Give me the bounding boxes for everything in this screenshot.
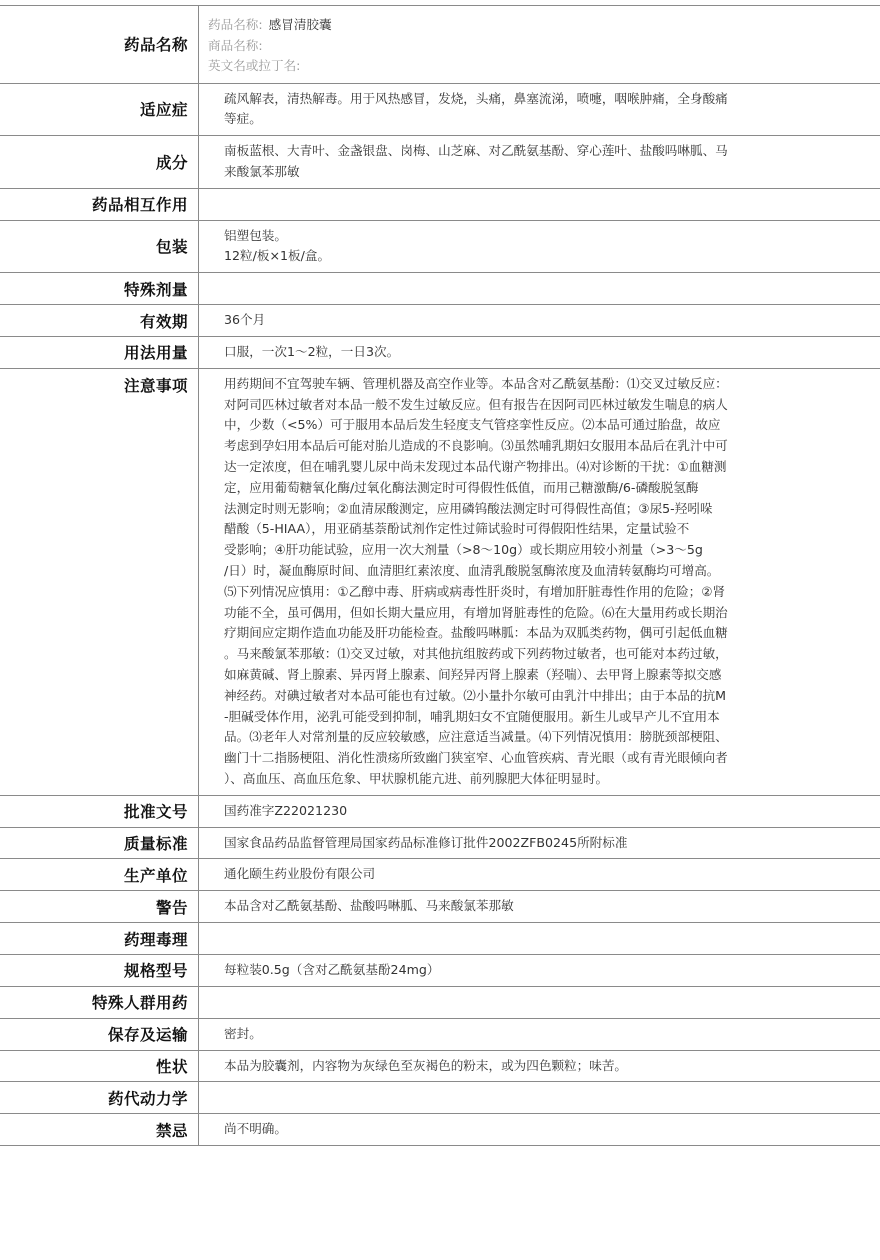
table-row [0, 83, 880, 136]
value-line: 每粒装0.5g（含对乙酰氨基酚24mg） [224, 962, 440, 977]
name-value: 感冒清胶囊 [268, 17, 332, 32]
table-row [0, 6, 880, 84]
field-label: 药品相互作用 [0, 188, 199, 220]
field-label: 药理毒理 [0, 923, 199, 955]
value-line: /日）时，凝血酶原时间、血清胆红素浓度、血清乳酸脱氢酶浓度及血清转氨酶均可增高。 [224, 563, 720, 579]
value-line: 幽门十二指肠梗阻、消化性溃疡所致幽门狭室窄、心血管疾病、青光眼（或有青光眼倾向者 [224, 750, 728, 766]
value-line: 醋酸（5-HIAA），用亚硝基萘酚试剂作定性过筛试验时可得假阳性结果，定量试验不 [224, 521, 690, 537]
field-label: 禁忌 [0, 1114, 199, 1146]
value-line: 考虑到孕妇用本品后可能对胎儿造成的不良影响。⑶虽然哺乳期妇女服用本品后在乳汁中可 [224, 438, 728, 454]
field-value [199, 955, 880, 987]
field-value [199, 1082, 880, 1114]
table-row [0, 368, 880, 795]
field-label: 包装 [0, 220, 199, 273]
table-row [0, 136, 880, 189]
field-value [199, 1050, 880, 1082]
value-line: 如麻黄碱、肾上腺素、异丙肾上腺素、间羟异丙肾上腺素（羟喘）、去甲肾上腺素等拟交感 [224, 667, 722, 683]
field-label: 特殊人群用药 [0, 986, 199, 1018]
field-value [199, 827, 880, 859]
value-line: ）、高血压、高血压危象、甲状腺机能亢进、前列腺肥大体征明显时。 [224, 771, 609, 787]
value-line: 本品为胶囊剂，内容物为灰绿色至灰褐色的粉末，或为四色颗粒；味苦。 [224, 1057, 627, 1073]
field-label: 注意事项 [0, 368, 199, 795]
value-line: 密封。 [224, 1025, 262, 1041]
field-value [199, 220, 880, 273]
value-line: 国家食品药品监督管理局国家药品标准修订批件2002ZFB0245所附标准 [224, 834, 628, 850]
table-row [0, 827, 880, 859]
field-label: 警告 [0, 891, 199, 923]
field-label: 有效期 [0, 305, 199, 337]
value-line: 受影响；④肝功能试验，应用一次大剂量（>8～10g）或长期应用较小剂量（>3～5g [224, 542, 703, 558]
field-value [199, 1114, 880, 1146]
value-line: 尚不明确。 [224, 1121, 287, 1137]
table-row [0, 220, 880, 273]
value-line: 来酸氯苯那敏 [224, 163, 300, 179]
field-label: 特殊剂量 [0, 273, 199, 305]
field-label: 批准文号 [0, 795, 199, 827]
field-label: 保存及运输 [0, 1018, 199, 1050]
value-line: 疗期间应定期作造血功能及肝功能检查。盐酸吗啉胍：本品为双胍类药物，偶可引起低血糖 [224, 625, 728, 641]
field-label: 生产单位 [0, 859, 199, 891]
value-line: 。马来酸氯苯那敏：⑴交叉过敏，对其他抗组胺药或下列药物过敏者，也可能对本药过敏， [224, 646, 728, 662]
table-row [0, 986, 880, 1018]
field-value [199, 1018, 880, 1050]
value-line: 对阿司匹林过敏者对本品一般不发生过敏反应。但有报告在因阿司匹林过敏发生喘息的病人 [224, 396, 728, 412]
table-row [0, 923, 880, 955]
field-value [199, 986, 880, 1018]
field-label: 质量标准 [0, 827, 199, 859]
field-value [199, 6, 880, 84]
drug-info-table [0, 5, 880, 1146]
value-line: 本品含对乙酰氨基酚、盐酸吗啉胍、马来酸氯苯那敏 [224, 898, 514, 914]
table-row [0, 795, 880, 827]
field-label: 性状 [0, 1050, 199, 1082]
value-line: ⑸下列情况应慎用：①乙醇中毒、肝病或病毒性肝炎时，有增加肝脏毒性作用的危险；②肾 [224, 583, 726, 599]
field-value [199, 337, 880, 369]
field-label: 药品名称 [0, 6, 199, 84]
name-line [199, 36, 860, 57]
table-row [0, 188, 880, 220]
table-row [0, 337, 880, 369]
value-line: 口服，一次1～2粒，一日3次。 [224, 344, 400, 360]
table-row [0, 859, 880, 891]
field-value [199, 136, 880, 189]
field-value [199, 795, 880, 827]
field-label: 成分 [0, 136, 199, 189]
field-value [199, 83, 880, 136]
value-line: 用药期间不宜驾驶车辆、管理机器及高空作业等。本品含对乙酰氨基酚：⑴交叉过敏反应： [224, 375, 728, 391]
name-line [199, 15, 860, 36]
field-label: 药代动力学 [0, 1082, 199, 1114]
value-line: -胆碱受体作用，泌乳可能受到抑制，哺乳期妇女不宜随便服用。新生儿或早产儿不宜用本 [224, 708, 720, 724]
name-key: 药品名称: [208, 17, 263, 32]
value-line: 定，应用葡萄糖氧化酶/过氧化酶法测定时可得假性低值，而用己糖激酶/6-磷酸脱氢酶 [224, 479, 699, 495]
table-row [0, 273, 880, 305]
field-value [199, 305, 880, 337]
value-line: 12粒/板×1板/盒。 [224, 248, 331, 264]
field-value [199, 273, 880, 305]
value-line: 铝塑包装。 [224, 227, 287, 243]
field-value [199, 891, 880, 923]
field-value [199, 368, 880, 795]
value-line: 36个月 [224, 312, 266, 328]
field-value [199, 859, 880, 891]
value-line: 品。⑶老年人对常剂量的反应较敏感，应注意适当减量。⑷下列情况慎用：膀胱颈部梗阻、 [224, 729, 728, 745]
value-line: 疏风解表，清热解毒。用于风热感冒，发烧，头痛，鼻塞流涕，喷嚏，咽喉肿痛，全身酸痛 [224, 90, 728, 106]
table-row [0, 1114, 880, 1146]
table-row [0, 305, 880, 337]
field-label: 适应症 [0, 83, 199, 136]
value-line: 等症。 [224, 111, 262, 127]
table-row [0, 891, 880, 923]
table-row [0, 1082, 880, 1114]
field-label: 用法用量 [0, 337, 199, 369]
field-label: 规格型号 [0, 955, 199, 987]
table-row [0, 955, 880, 987]
table-row [0, 1018, 880, 1050]
value-line: 法测定时则无影响；②血清尿酸测定，应用磷钨酸法测定时可得假性高值；③尿5-羟吲哚 [224, 500, 713, 516]
field-value [199, 923, 880, 955]
table-row [0, 1050, 880, 1082]
name-line [199, 56, 860, 77]
name-key: 商品名称: [208, 37, 263, 53]
value-line: 中，少数（<5%）可于服用本品后发生轻度支气管痉挛性反应。⑵本品可通过胎盘，故应 [224, 417, 721, 433]
name-key: 英文名或拉丁名: [208, 58, 301, 73]
value-line: 通化颐生药业股份有限公司 [224, 866, 376, 882]
value-line: 南板蓝根、大青叶、金盏银盘、岗梅、山芝麻、对乙酰氨基酚、穿心莲叶、盐酸吗啉胍、马 [224, 143, 728, 159]
value-line: 神经药。对碘过敏者对本品可能也有过敏。⑵小量扑尔敏可由乳汁中排出；由于本品的抗M [224, 687, 727, 703]
value-line: 功能不全，虽可偶用，但如长期大量应用，有增加肾脏毒性的危险。⑹在大量用药或长期治 [224, 604, 728, 620]
field-value [199, 188, 880, 220]
value-line: 国药准字Z22021230 [224, 802, 348, 818]
value-line: 达一定浓度，但在哺乳婴儿尿中尚未发现过本品代谢产物排出。⑷对诊断的干扰：①血糖测 [224, 459, 727, 475]
table-body [0, 6, 880, 1146]
